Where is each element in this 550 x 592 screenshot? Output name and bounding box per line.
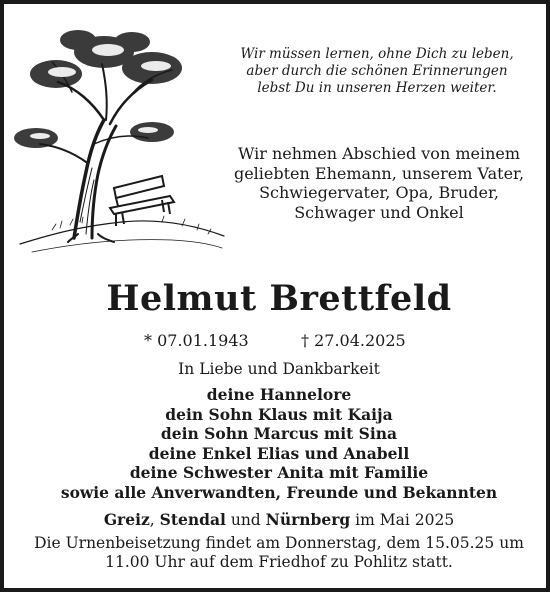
places-separator: und xyxy=(225,511,266,529)
mourner-line: deine Schwester Anita mit Familie xyxy=(129,463,429,483)
deceased-name: Helmut Brettfeld xyxy=(106,278,452,319)
burial-line: Die Urnenbeisetzung findet am Donnerstag, dem 15.05.25 um xyxy=(34,534,524,552)
tree-bench-illustration xyxy=(12,12,232,262)
memorial-quote xyxy=(212,46,542,97)
quote-line: lebst Du in unseren Herzen weiter. xyxy=(257,80,497,96)
places-month: im Mai 2025 xyxy=(350,511,455,529)
burial-line: 11.00 Uhr auf dem Friedhof zu Pohlitz statt. xyxy=(105,553,453,571)
farewell-line: Schwiegervater, Opa, Bruder, xyxy=(259,183,499,202)
mourners-list xyxy=(4,385,550,503)
farewell-line: geliebten Ehemann, unserem Vater, xyxy=(233,163,525,183)
birth-date: * 07.01.1943 xyxy=(144,331,249,350)
farewell-line: Schwager und Onkel xyxy=(294,202,464,222)
mourner-line: deine Enkel Elias und Anabell xyxy=(148,443,410,463)
places-separator: , xyxy=(149,511,160,529)
farewell-text xyxy=(209,144,549,222)
mourner-line: deine Hannelore xyxy=(206,385,352,404)
place-greiz: Greiz xyxy=(103,510,150,529)
death-date: † 27.04.2025 xyxy=(301,331,406,350)
mourner-line: dein Sohn Klaus mit Kaija xyxy=(165,404,393,424)
bench-icon xyxy=(110,176,174,226)
places-date-line xyxy=(4,510,550,529)
quote-line: aber durch die schönen Erinnerungen xyxy=(246,63,508,79)
place-nuernberg: Nürnberg xyxy=(265,510,351,529)
burial-notice xyxy=(4,534,550,572)
tree-icon xyxy=(12,12,232,262)
place-stendal: Stendal xyxy=(159,510,226,529)
mourner-line: sowie alle Anverwandten, Freunde und Bekannten xyxy=(60,482,498,502)
farewell-line: Wir nehmen Abschied von meinem xyxy=(237,144,521,163)
mourner-line: dein Sohn Marcus mit Sina xyxy=(160,424,398,444)
quote-line: Wir müssen lernen, ohne Dich zu leben, xyxy=(240,46,514,62)
gratitude-line: In Liebe und Dankbarkeit xyxy=(178,360,380,378)
